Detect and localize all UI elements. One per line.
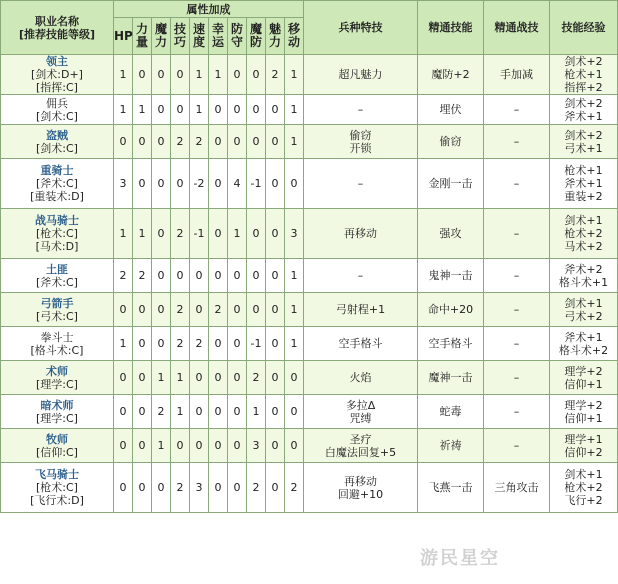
skill-exp-item: 剑术+1 <box>564 468 603 481</box>
job-name: 弓箭手 <box>40 296 74 310</box>
stat-cell-技巧: 2 <box>171 327 190 361</box>
stat-cell-技巧: 2 <box>171 125 190 159</box>
mastery-combat-cell: – <box>484 159 550 209</box>
mastery-skill-cell: 金刚一击 <box>418 159 484 209</box>
mastery-combat-cell: – <box>484 327 550 361</box>
special-skill-cell <box>304 429 418 463</box>
stat-cell-技巧: 0 <box>171 429 190 463</box>
job-skill-requirement: [重装术:D] <box>30 190 84 203</box>
stat-cell-力量: 0 <box>133 327 152 361</box>
stat-cell-速度: -2 <box>190 159 209 209</box>
skill-exp-item: 枪术+2 <box>564 481 603 494</box>
stat-cell-移动: 1 <box>285 327 304 361</box>
mastery-combat-cell: – <box>484 293 550 327</box>
skill-exp-item: 枪术+2 <box>564 227 603 240</box>
stat-cell-魔力: 0 <box>152 463 171 513</box>
special-skill-cell <box>304 259 418 293</box>
skill-exp-item: 格斗术+1 <box>558 275 609 289</box>
stat-cell-魔防: 1 <box>247 395 266 429</box>
stat-cell-防守: 0 <box>228 463 247 513</box>
job-name-cell <box>1 361 114 395</box>
job-name-cell <box>1 395 114 429</box>
job-name: 牧师 <box>46 432 68 446</box>
skill-exp-item: 信仰+1 <box>564 411 603 425</box>
skill-exp-item: 理学+2 <box>564 398 603 412</box>
stat-cell-力量: 1 <box>133 95 152 125</box>
header-recommend-text: [推荐技能等级] <box>18 27 96 41</box>
stat-cell-移动: 1 <box>285 55 304 95</box>
stat-cell-技巧: 0 <box>171 95 190 125</box>
table-row <box>1 259 618 293</box>
stat-cell-防守: 1 <box>228 209 247 259</box>
stat-cell-HP: 2 <box>114 259 133 293</box>
job-skill-requirement: [枪术:C] <box>36 481 78 494</box>
stat-cell-技巧: 2 <box>171 209 190 259</box>
stat-cell-力量: 0 <box>133 159 152 209</box>
skill-exp-cell <box>550 209 618 259</box>
job-skill-requirement: [飞行术:D] <box>30 494 84 507</box>
skill-exp-item: 理学+1 <box>564 432 603 446</box>
stat-cell-移动: 2 <box>285 463 304 513</box>
special-skill-cell <box>304 95 418 125</box>
skill-exp-cell <box>550 327 618 361</box>
stat-cell-HP: 0 <box>114 429 133 463</box>
stat-cell-魔力: 0 <box>152 259 171 293</box>
stat-cell-魅力: 0 <box>266 361 285 395</box>
special-skill: 超凡魅力 <box>338 68 383 81</box>
job-name: 重骑士 <box>40 164 74 177</box>
header-attr-2: 魔 力 <box>152 18 171 55</box>
stat-cell-移动: 0 <box>285 395 304 429</box>
job-name-cell <box>1 429 114 463</box>
mastery-skill-cell: 强攻 <box>418 209 484 259</box>
skill-exp-cell <box>550 95 618 125</box>
job-name: 术师 <box>46 364 68 378</box>
stat-cell-速度: 1 <box>190 95 209 125</box>
mastery-skill-cell: 空手格斗 <box>418 327 484 361</box>
mastery-combat-cell: – <box>484 429 550 463</box>
skill-exp-item: 斧术+1 <box>564 109 603 123</box>
skill-exp-cell <box>550 429 618 463</box>
job-skill-requirement: [格斗术:C] <box>30 343 84 357</box>
special-skill: 圣疗 <box>349 432 372 446</box>
mastery-combat-cell: – <box>484 209 550 259</box>
stat-cell-防守: 0 <box>228 429 247 463</box>
special-skill: 空手格斗 <box>338 337 383 350</box>
skill-exp-cell <box>550 293 618 327</box>
stat-cell-防守: 4 <box>228 159 247 209</box>
stat-cell-移动: 1 <box>285 125 304 159</box>
stat-cell-魔防: 0 <box>247 209 266 259</box>
stat-cell-魅力: 0 <box>266 259 285 293</box>
skill-exp-item: 飞行+2 <box>564 494 603 507</box>
special-skill: 再移动 <box>344 474 377 488</box>
stat-cell-技巧: 2 <box>171 463 190 513</box>
stat-cell-HP: 3 <box>114 159 133 209</box>
table-row <box>1 125 618 159</box>
stat-cell-防守: 0 <box>228 395 247 429</box>
mastery-skill-cell: 魔神一击 <box>418 361 484 395</box>
stat-cell-HP: 0 <box>114 361 133 395</box>
header-attr-6: 防 守 <box>228 18 247 55</box>
skill-exp-cell <box>550 125 618 159</box>
stat-cell-防守: 0 <box>228 327 247 361</box>
job-skill-requirement: [斧术:C] <box>36 177 78 190</box>
stat-cell-速度: 0 <box>190 259 209 293</box>
stat-cell-幸运: 0 <box>209 259 228 293</box>
job-name: 盗贼 <box>46 128 68 142</box>
header-attr-group: 属性加成 <box>114 1 304 18</box>
stat-cell-力量: 1 <box>133 209 152 259</box>
stat-cell-魅力: 0 <box>266 293 285 327</box>
job-skill-requirement: [指挥:C] <box>36 81 78 94</box>
skill-exp-item: 枪术+1 <box>564 164 603 177</box>
header-job-name-text: 职业名称 <box>35 14 79 28</box>
stat-cell-幸运: 0 <box>209 209 228 259</box>
header-attr-5: 幸 运 <box>209 18 228 55</box>
stat-cell-HP: 0 <box>114 293 133 327</box>
header-skill-exp: 技能经验 <box>550 1 618 55</box>
stat-cell-魔防: 0 <box>247 95 266 125</box>
stat-cell-速度: 2 <box>190 125 209 159</box>
stat-cell-防守: 0 <box>228 259 247 293</box>
table-row <box>1 429 618 463</box>
stat-cell-速度: 0 <box>190 361 209 395</box>
stat-cell-魅力: 0 <box>266 125 285 159</box>
stat-cell-魔力: 2 <box>152 395 171 429</box>
mastery-skill-cell: 飞燕一击 <box>418 463 484 513</box>
special-skill-cell <box>304 327 418 361</box>
skill-exp-item: 重装+2 <box>564 190 603 203</box>
header-attr-3: 技 巧 <box>171 18 190 55</box>
mastery-skill-cell: 埋伏 <box>418 95 484 125</box>
job-skill-requirement: [剑术:C] <box>36 109 78 123</box>
stat-cell-魅力: 0 <box>266 95 285 125</box>
stat-cell-技巧: 1 <box>171 395 190 429</box>
mastery-skill-cell: 祈祷 <box>418 429 484 463</box>
stat-cell-技巧: 0 <box>171 259 190 293</box>
skill-exp-cell <box>550 463 618 513</box>
special-skill-cell <box>304 293 418 327</box>
stat-cell-防守: 0 <box>228 361 247 395</box>
stat-cell-魔防: 2 <box>247 361 266 395</box>
stat-cell-HP: 0 <box>114 463 133 513</box>
watermark-logo: 游民星空 <box>420 548 500 569</box>
job-skill-requirement: [理学:C] <box>36 411 78 425</box>
special-skill: 弓射程+1 <box>335 303 386 316</box>
stat-cell-幸运: 0 <box>209 327 228 361</box>
stat-cell-HP: 1 <box>114 55 133 95</box>
skill-exp-item: 斧术+2 <box>564 262 603 276</box>
stat-cell-幸运: 0 <box>209 429 228 463</box>
skill-exp-item: 剑术+2 <box>564 128 603 142</box>
skill-exp-item: 剑术+1 <box>564 296 603 310</box>
special-skill: 开锁 <box>349 141 372 155</box>
special-skill: 白魔法回复+5 <box>324 445 397 459</box>
table-row <box>1 293 618 327</box>
stat-cell-速度: 1 <box>190 55 209 95</box>
skill-exp-item: 弓术+1 <box>564 141 603 155</box>
job-name-cell <box>1 209 114 259</box>
table-row <box>1 463 618 513</box>
job-skill-requirement: [枪术:C] <box>36 227 78 240</box>
special-skill-cell <box>304 395 418 429</box>
stat-cell-幸运: 0 <box>209 395 228 429</box>
special-skill: – <box>357 177 364 190</box>
table-body <box>1 55 618 513</box>
stat-cell-魔防: 0 <box>247 259 266 293</box>
header-attr-8: 魅 力 <box>266 18 285 55</box>
stat-cell-魔力: 0 <box>152 125 171 159</box>
stat-cell-魅力: 0 <box>266 395 285 429</box>
stat-cell-魔防: 3 <box>247 429 266 463</box>
stat-cell-魔防: 0 <box>247 125 266 159</box>
stat-cell-技巧: 1 <box>171 361 190 395</box>
skill-exp-cell <box>550 259 618 293</box>
special-skill: – <box>357 269 364 282</box>
job-name-cell <box>1 293 114 327</box>
skill-exp-item: 指挥+2 <box>564 81 603 94</box>
stat-cell-幸运: 2 <box>209 293 228 327</box>
header-mastery-combat: 精通战技 <box>484 1 550 55</box>
job-skill-requirement: [剑术:C] <box>36 141 78 155</box>
stat-cell-魔力: 0 <box>152 55 171 95</box>
stat-cell-防守: 0 <box>228 55 247 95</box>
stat-cell-防守: 0 <box>228 95 247 125</box>
stat-cell-魔力: 0 <box>152 159 171 209</box>
special-skill: 偷窃 <box>349 128 372 142</box>
skill-exp-item: 理学+2 <box>564 364 603 378</box>
stat-cell-HP: 1 <box>114 95 133 125</box>
job-skill-requirement: [斧术:C] <box>36 275 78 289</box>
stat-cell-幸运: 0 <box>209 463 228 513</box>
stat-cell-幸运: 0 <box>209 95 228 125</box>
stat-cell-防守: 0 <box>228 293 247 327</box>
skill-exp-item: 枪术+1 <box>564 68 603 81</box>
stat-cell-速度: 0 <box>190 395 209 429</box>
header-attr-0: HP <box>114 18 133 55</box>
skill-exp-cell <box>550 159 618 209</box>
special-skill-cell <box>304 463 418 513</box>
skill-exp-item: 信仰+1 <box>564 377 603 391</box>
job-name: 领主 <box>46 55 68 68</box>
stat-cell-幸运: 0 <box>209 159 228 209</box>
job-name-cell <box>1 159 114 209</box>
stat-cell-移动: 3 <box>285 209 304 259</box>
mastery-combat-cell: – <box>484 95 550 125</box>
stat-cell-魅力: 2 <box>266 55 285 95</box>
stat-cell-魔力: 0 <box>152 209 171 259</box>
mastery-combat-cell: – <box>484 395 550 429</box>
skill-exp-cell <box>550 361 618 395</box>
skill-exp-item: 格斗术+2 <box>558 343 609 357</box>
stat-cell-魔力: 0 <box>152 327 171 361</box>
mastery-skill-cell: 魔防+2 <box>418 55 484 95</box>
job-skill-requirement: [信仰:C] <box>36 445 78 459</box>
stat-cell-移动: 1 <box>285 95 304 125</box>
stat-cell-技巧: 0 <box>171 159 190 209</box>
job-name: 暗术师 <box>40 398 74 412</box>
stat-cell-魔力: 0 <box>152 293 171 327</box>
special-skill-cell <box>304 209 418 259</box>
table-row <box>1 209 618 259</box>
special-skill-cell <box>304 159 418 209</box>
stat-cell-移动: 0 <box>285 159 304 209</box>
job-name: 拳斗士 <box>40 330 74 344</box>
stat-cell-移动: 1 <box>285 293 304 327</box>
table-header <box>1 1 618 55</box>
stat-cell-幸运: 0 <box>209 361 228 395</box>
stat-cell-力量: 0 <box>133 429 152 463</box>
table-row <box>1 55 618 95</box>
job-name-cell <box>1 259 114 293</box>
mastery-skill-cell: 偷窃 <box>418 125 484 159</box>
header-attr-4: 速 度 <box>190 18 209 55</box>
stat-cell-速度: -1 <box>190 209 209 259</box>
stat-cell-HP: 1 <box>114 209 133 259</box>
stat-cell-移动: 0 <box>285 361 304 395</box>
stat-cell-魔防: -1 <box>247 159 266 209</box>
stat-cell-HP: 1 <box>114 327 133 361</box>
skill-exp-item: 剑术+2 <box>564 55 603 68</box>
stat-cell-力量: 0 <box>133 395 152 429</box>
skill-exp-item: 信仰+2 <box>564 445 603 459</box>
stat-cell-速度: 0 <box>190 429 209 463</box>
skill-exp-item: 马术+2 <box>564 240 603 253</box>
stat-cell-HP: 0 <box>114 395 133 429</box>
job-name-cell <box>1 327 114 361</box>
mastery-skill-cell: 命中+20 <box>418 293 484 327</box>
stat-cell-魔力: 0 <box>152 95 171 125</box>
job-name-cell <box>1 95 114 125</box>
mastery-combat-cell: 手加减 <box>484 55 550 95</box>
stat-cell-力量: 0 <box>133 361 152 395</box>
skill-exp-item: 弓术+2 <box>564 309 603 323</box>
stat-cell-魔防: -1 <box>247 327 266 361</box>
stat-cell-力量: 0 <box>133 55 152 95</box>
job-name-cell <box>1 463 114 513</box>
stat-cell-魔力: 1 <box>152 429 171 463</box>
stat-cell-移动: 1 <box>285 259 304 293</box>
skill-exp-cell <box>550 55 618 95</box>
stat-cell-HP: 0 <box>114 125 133 159</box>
job-name: 土匪 <box>46 262 68 276</box>
stat-cell-技巧: 0 <box>171 55 190 95</box>
stat-cell-魅力: 0 <box>266 327 285 361</box>
header-special: 兵种特技 <box>304 1 418 55</box>
stat-cell-力量: 2 <box>133 259 152 293</box>
special-skill: – <box>357 103 364 116</box>
job-name-cell <box>1 55 114 95</box>
mastery-skill-cell: 蛇毒 <box>418 395 484 429</box>
job-skill-requirement: [弓术:C] <box>36 309 78 323</box>
stat-cell-力量: 0 <box>133 463 152 513</box>
skill-exp-item: 剑术+1 <box>564 214 603 227</box>
stat-cell-力量: 0 <box>133 293 152 327</box>
stat-cell-速度: 2 <box>190 327 209 361</box>
table-row <box>1 361 618 395</box>
table-row <box>1 327 618 361</box>
skill-exp-item: 剑术+2 <box>564 96 603 110</box>
stat-cell-魅力: 0 <box>266 209 285 259</box>
stat-cell-幸运: 1 <box>209 55 228 95</box>
job-skill-requirement: [理学:C] <box>36 377 78 391</box>
stat-cell-技巧: 2 <box>171 293 190 327</box>
header-mastery-skill: 精通技能 <box>418 1 484 55</box>
special-skill-cell <box>304 55 418 95</box>
mastery-combat-cell: – <box>484 125 550 159</box>
job-name: 佣兵 <box>46 96 68 110</box>
mastery-combat-cell: – <box>484 361 550 395</box>
skill-exp-cell <box>550 395 618 429</box>
job-name: 战马骑士 <box>35 214 79 227</box>
stat-cell-魅力: 0 <box>266 429 285 463</box>
mastery-combat-cell: – <box>484 259 550 293</box>
header-attr-7: 魔 防 <box>247 18 266 55</box>
special-skill-cell <box>304 361 418 395</box>
stat-cell-魔力: 1 <box>152 361 171 395</box>
special-skill: 咒缚 <box>349 411 372 425</box>
mastery-combat-cell: 三角攻击 <box>484 463 550 513</box>
stat-cell-速度: 3 <box>190 463 209 513</box>
skill-exp-item: 斧术+1 <box>564 177 603 190</box>
special-skill: 火焰 <box>349 371 372 384</box>
special-skill: 多拉Δ <box>345 398 376 412</box>
stat-cell-魅力: 0 <box>266 159 285 209</box>
job-name-cell <box>1 125 114 159</box>
stat-cell-防守: 0 <box>228 125 247 159</box>
stat-cell-力量: 0 <box>133 125 152 159</box>
skill-exp-item: 斧术+1 <box>564 330 603 344</box>
mastery-skill-cell: 鬼神一击 <box>418 259 484 293</box>
table-row <box>1 159 618 209</box>
stat-cell-幸运: 0 <box>209 125 228 159</box>
special-skill: 回避+10 <box>337 487 384 501</box>
stat-cell-魔防: 0 <box>247 55 266 95</box>
header-attr-1: 力 量 <box>133 18 152 55</box>
special-skill-cell <box>304 125 418 159</box>
table-row <box>1 395 618 429</box>
job-skill-requirement: [马术:D] <box>35 240 79 253</box>
stat-cell-移动: 0 <box>285 429 304 463</box>
job-name: 飞马骑士 <box>35 468 79 481</box>
header-attr-9: 移 动 <box>285 18 304 55</box>
stat-cell-魔防: 2 <box>247 463 266 513</box>
special-skill: 再移动 <box>344 227 377 240</box>
job-skill-requirement: [剑术:D+] <box>31 68 83 81</box>
stat-cell-魔防: 0 <box>247 293 266 327</box>
stat-cell-速度: 0 <box>190 293 209 327</box>
stat-cell-魅力: 0 <box>266 463 285 513</box>
header-job-name <box>1 1 114 55</box>
table-row <box>1 95 618 125</box>
